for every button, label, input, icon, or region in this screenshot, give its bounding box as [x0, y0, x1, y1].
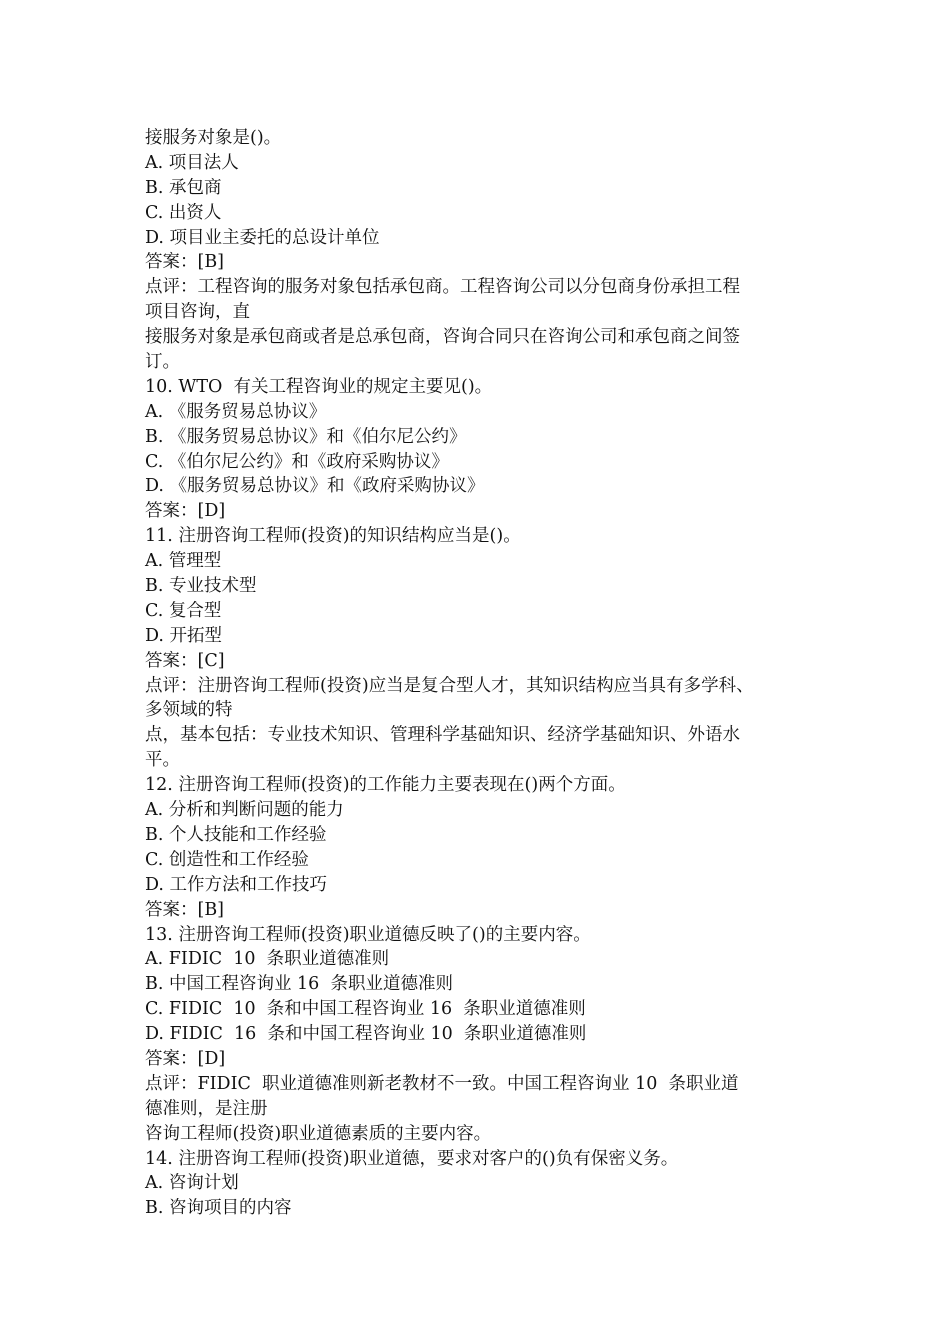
comment-line: 多领域的特: [145, 700, 233, 721]
question-line: 11. 注册咨询工程师(投资)的知识结构应当是()。: [145, 526, 521, 547]
comment-line: 点评：注册咨询工程师(投资)应当是复合型人才，其知识结构应当具有多学科、: [145, 675, 754, 696]
option-line: D. 开拓型: [145, 625, 223, 646]
text-line: 接服务对象是()。: [145, 128, 282, 148]
document-body: [145, 126, 825, 1221]
answer-line: 答案：[D]: [145, 1048, 226, 1069]
option-line: D. 工作方法和工作技巧: [145, 874, 328, 895]
option-line: C. 复合型: [145, 600, 222, 621]
option-line: A. 项目法人: [145, 152, 239, 173]
option-line: D. 项目业主委托的总设计单位: [145, 227, 380, 248]
answer-line: 答案：[B]: [145, 252, 225, 273]
option-line: B. 咨询项目的内容: [145, 1198, 292, 1219]
question-line: 14. 注册咨询工程师(投资)职业道德，要求对客户的()负有保密义务。: [145, 1148, 679, 1169]
answer-line: 答案：[D]: [145, 501, 226, 522]
comment-line: 项目咨询，直: [145, 302, 250, 323]
option-line: B. 《服务贸易总协议》和《伯尔尼公约》: [145, 426, 467, 447]
option-line: A. 分析和判断问题的能力: [145, 800, 344, 821]
option-line: D. FIDIC 16 条和中国工程咨询业 10 条职业道德准则: [145, 1024, 587, 1045]
comment-line: 点评：FIDIC 职业道德准则新老教材不一致。中国工程咨询业 10 条职业道: [145, 1073, 739, 1094]
option-line: C. FIDIC 10 条和中国工程咨询业 16 条职业道德准则: [145, 999, 586, 1020]
question-line: 12. 注册咨询工程师(投资)的工作能力主要表现在()两个方面。: [145, 775, 626, 796]
option-line: B. 中国工程咨询业 16 条职业道德准则: [145, 974, 453, 995]
comment-line: 接服务对象是承包商或者是总承包商，咨询合同只在咨询公司和承包商之间签: [145, 327, 740, 348]
option-line: C. 创造性和工作经验: [145, 849, 309, 870]
question-line: 10. WTO 有关工程咨询业的规定主要见()。: [145, 376, 493, 397]
option-line: B. 专业技术型: [145, 576, 257, 597]
option-line: C. 出资人: [145, 202, 222, 223]
comment-line: 点评：工程咨询的服务对象包括承包商。工程咨询公司以分包商身份承担工程: [145, 277, 740, 298]
comment-line: 平。: [145, 750, 180, 771]
answer-line: 答案：[C]: [145, 650, 225, 671]
comment-line: 德准则，是注册: [145, 1098, 268, 1119]
option-line: A. 咨询计划: [145, 1173, 239, 1194]
answer-line: 答案：[B]: [145, 899, 225, 920]
option-line: B. 承包商: [145, 177, 222, 198]
comment-line: 咨询工程师(投资)职业道德素质的主要内容。: [145, 1123, 492, 1144]
option-line: A. 管理型: [145, 551, 222, 572]
option-line: C. 《伯尔尼公约》和《政府采购协议》: [145, 451, 449, 472]
question-line: 13. 注册咨询工程师(投资)职业道德反映了()的主要内容。: [145, 924, 591, 945]
option-line: B. 个人技能和工作经验: [145, 824, 327, 845]
option-line: D. 《服务贸易总协议》和《政府采购协议》: [145, 476, 485, 497]
comment-line: 点，基本包括：专业技术知识、管理科学基础知识、经济学基础知识、外语水: [145, 725, 740, 746]
comment-line: 订。: [145, 352, 180, 373]
option-line: A. 《服务贸易总协议》: [145, 401, 327, 422]
option-line: A. FIDIC 10 条职业道德准则: [145, 949, 390, 970]
